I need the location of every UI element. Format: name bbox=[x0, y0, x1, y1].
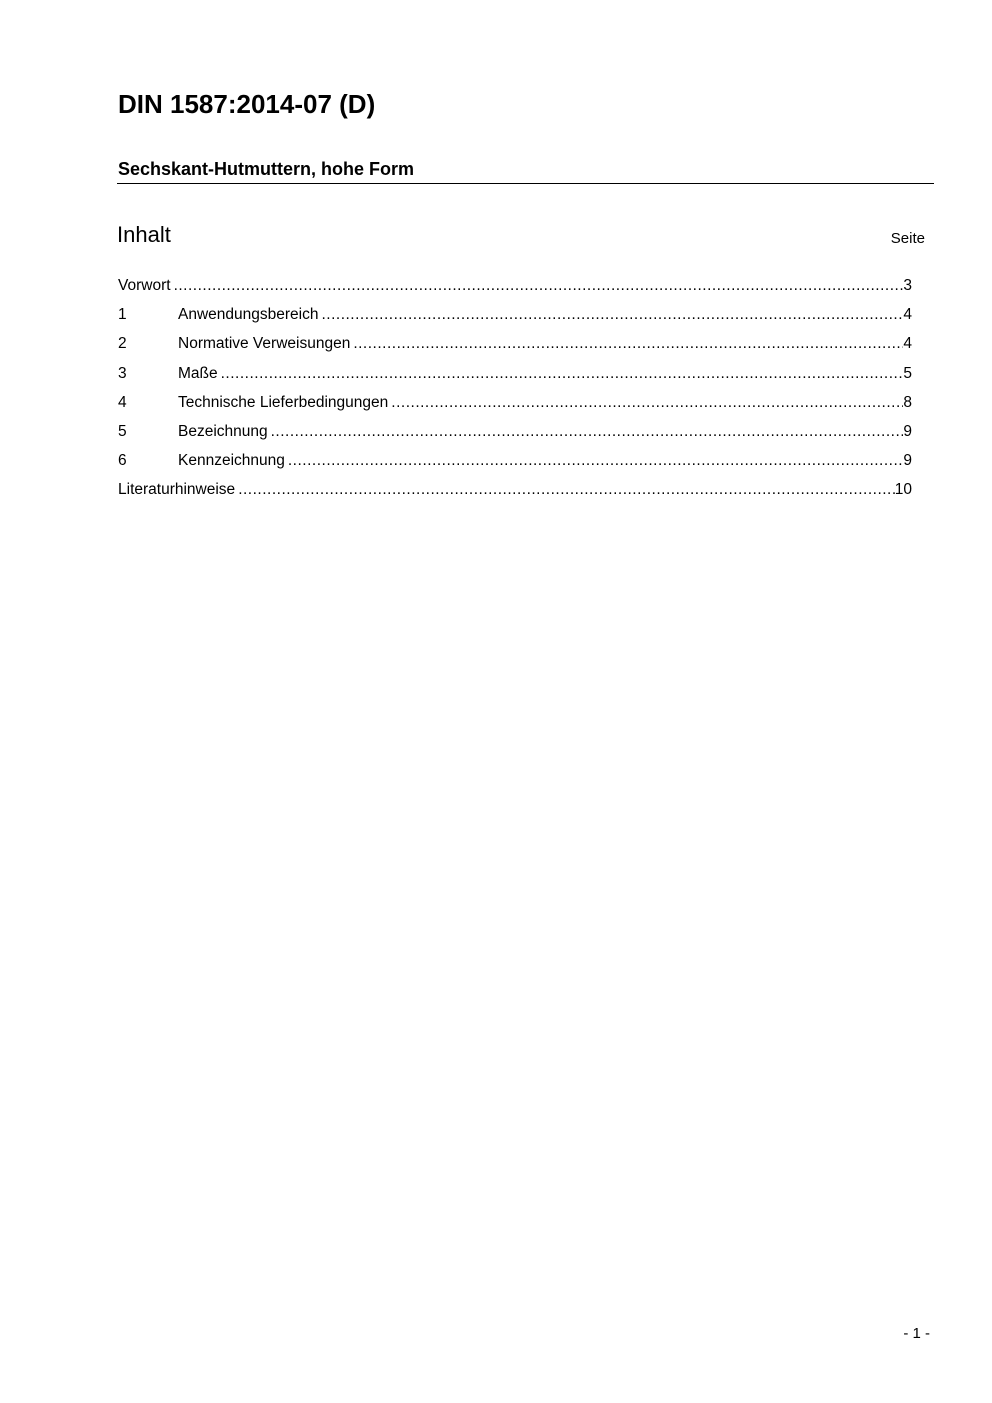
subtitle-underline bbox=[117, 183, 934, 184]
toc-entry-normative-verweisungen[interactable] bbox=[118, 335, 912, 364]
document-title: DIN 1587:2014-07 (D) bbox=[118, 89, 376, 119]
toc-entry-page: 8 bbox=[903, 393, 912, 411]
toc-entry-label: Bezeichnung bbox=[178, 422, 268, 440]
toc-dot-leader bbox=[238, 481, 895, 499]
toc-entry-label: Technische Lieferbedingungen bbox=[178, 393, 389, 411]
toc-entry-page: 4 bbox=[903, 335, 912, 353]
toc-page-column-label: Seite bbox=[890, 230, 925, 247]
toc-entry-number: 1 bbox=[118, 306, 127, 324]
document-subtitle: Sechskant-Hutmuttern, hohe Form bbox=[118, 159, 415, 179]
toc-entry-vorwort[interactable] bbox=[118, 277, 912, 306]
toc-entry-page: 9 bbox=[903, 452, 912, 470]
toc-entry-technische-lieferbedingungen[interactable] bbox=[118, 394, 912, 423]
toc-entry-page: 5 bbox=[903, 364, 912, 382]
toc-entry-label: Maße bbox=[178, 364, 218, 382]
toc-dot-leader bbox=[288, 452, 904, 470]
toc-entry-kennzeichnung[interactable] bbox=[118, 452, 912, 481]
toc-entry-label: Normative Verweisungen bbox=[178, 335, 351, 353]
toc-entry-masse[interactable] bbox=[118, 365, 912, 394]
toc-dot-leader bbox=[221, 365, 904, 383]
toc-dot-leader bbox=[321, 306, 903, 324]
toc-dot-leader bbox=[391, 394, 903, 412]
toc-dot-leader bbox=[353, 335, 903, 353]
toc-entry-page: 10 bbox=[894, 481, 912, 499]
toc-entry-label: Literaturhinweise bbox=[118, 481, 236, 499]
toc-entry-number: 3 bbox=[118, 364, 127, 382]
page-number: - 1 - bbox=[903, 1325, 930, 1342]
toc-dot-leader bbox=[271, 423, 904, 441]
toc-entry-label: Kennzeichnung bbox=[178, 452, 285, 470]
toc-dot-leader bbox=[174, 277, 904, 295]
toc-entry-number: 5 bbox=[118, 422, 127, 440]
toc-entry-number: 2 bbox=[118, 335, 127, 353]
toc-entry-page: 4 bbox=[903, 306, 912, 324]
toc-entry-label: Anwendungsbereich bbox=[178, 306, 319, 324]
toc-entry-number: 6 bbox=[118, 452, 127, 470]
toc-entry-page: 3 bbox=[903, 277, 912, 294]
toc-entry-anwendungsbereich[interactable] bbox=[118, 306, 912, 335]
toc-entry-bezeichnung[interactable] bbox=[118, 423, 912, 452]
table-of-contents bbox=[118, 277, 912, 511]
toc-entry-label: Vorwort bbox=[118, 277, 171, 294]
toc-entry-number: 4 bbox=[118, 393, 127, 411]
toc-entry-page: 9 bbox=[903, 422, 912, 440]
toc-entry-literaturhinweise[interactable] bbox=[118, 481, 912, 510]
toc-heading: Inhalt bbox=[117, 222, 171, 247]
